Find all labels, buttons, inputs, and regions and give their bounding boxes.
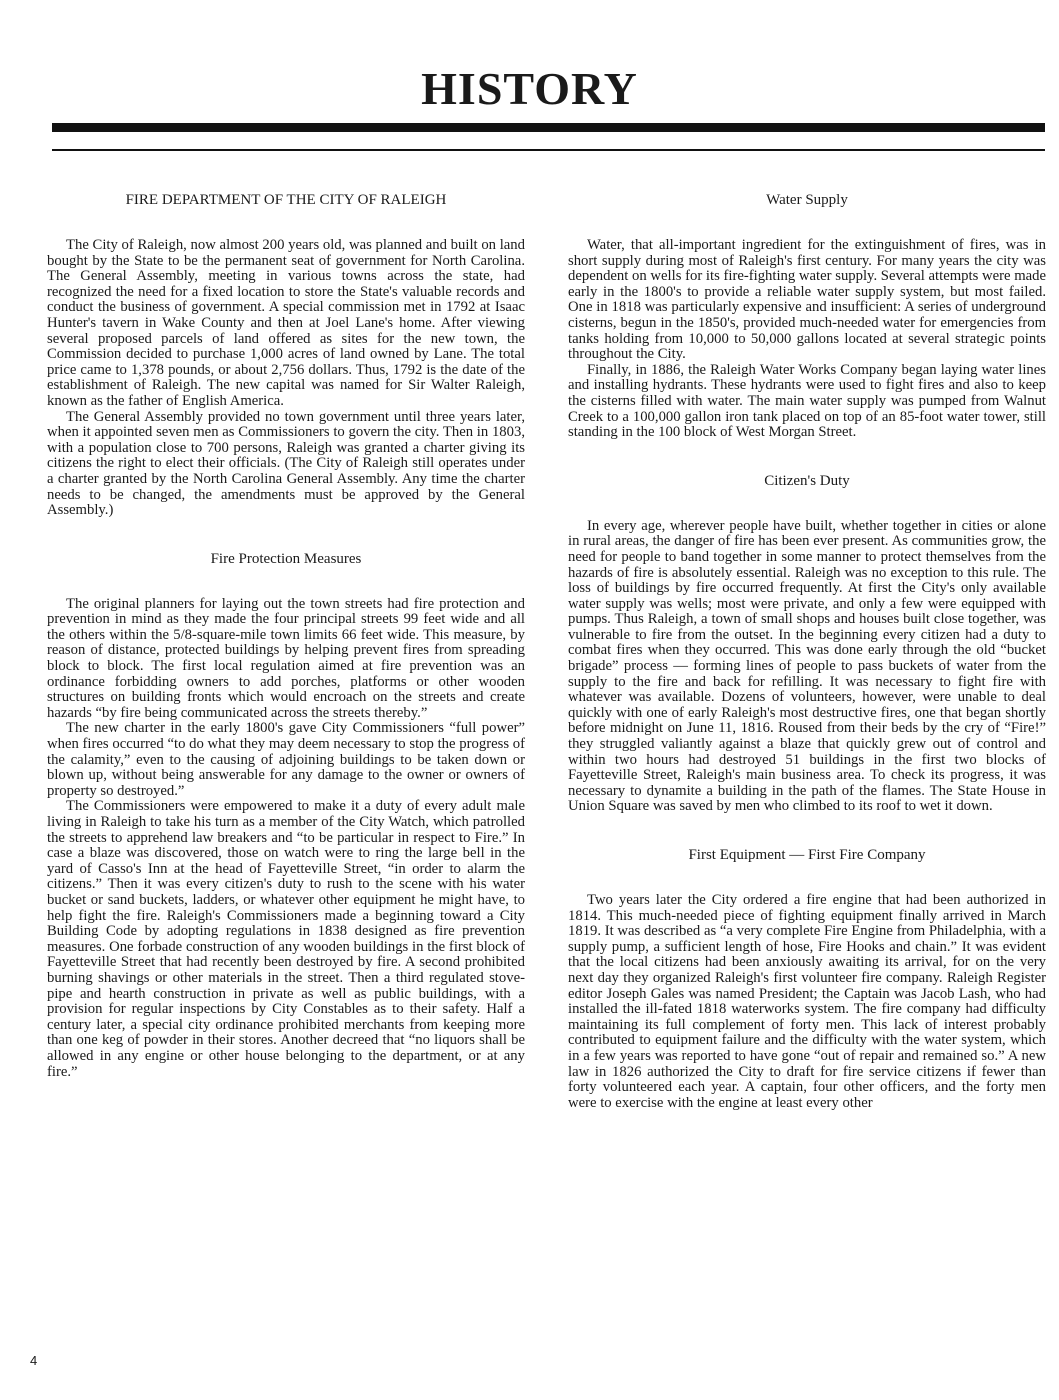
section-heading-water-supply: Water Supply <box>766 192 848 208</box>
section-heading-fire-protection: Fire Protection Measures <box>210 550 362 567</box>
header-rule-thick <box>52 123 1045 132</box>
page-title: HISTORY <box>421 63 638 114</box>
page-number: 4 <box>30 1353 38 1368</box>
paragraph: The City of Raleigh, now almost 200 years old, was planned and built on land bought by the State to be the permanent seat of government for North Carolina. The General Assembly, meeting in various towns across the state, had recognized the need for a fixed location to store the State's valuable records and conduct the business of government. A special commission met in 1792 at Isaac Hunter's tavern in Wake County and then at Joel Lane's home. After viewing several proposed parcels of land offered as sites for the new town, the Commission decided to purchase 1,000 acres of land owned by Lane. The total price came to 1,378 pounds, or about 2,756 dollars. Thus, 1792 is the date of the establishment of Raleigh. The new capital was named for Sir Walter Raleigh, known as the father of English America. <box>47 237 525 409</box>
paragraph: The Commissioners were empowered to make it a duty of every adult male living in Raleigh to take his turn as a member of the City Watch, which patrolled the streets to apprehend law breakers and “to be particular in respect to Fire.” In case a blaze was discovered, those on watch were to ring the large bell in the yard of Casso's Inn at the head of Fayetteville Street, “in order to alarm the citizens.” Then it was every citizen's duty to rush to the scene with his water bucket or sand buckets, ladders, or whatever other equipment he might have, to help fight the fire. Raleigh's Commissioners made a beginning toward a City Building Code by adopting regulations in 1838 designed as fire prevention measures. One forbade construction of any wooden buildings in the first block of Fayetteville Street that had recently been destroyed by fire. A second prohibited burning shavings or other materials in the street. Then a third regulated stove-pipe and hearth construction in private as well as public buildings, with a provision for regular inspections by City Constables as to their safety. Half a century later, a special city ordinance prohibited merchants from keeping more than one keg of powder in their stores. Another decreed that “no liquors shall be allowed in any engine or other house belonging to the department, or at any fire.” <box>47 798 525 1080</box>
right-column <box>568 190 1046 1111</box>
paragraph: Water, that all-important ingredient for the extinguishment of fires, was in short supply during most of Raleigh's first century. For many years the city was dependent on wells for its fire-fighting water supply. Several attempts were made early in the 1800's to provide a reliable water supply system, but most failed. One in 1818 was particularly expensive and insufficient: A series of underground cisterns, begun in the 1850's, provided much-needed water for emergencies from tanks holding from 10,000 to 50,000 gallons located at several strategic points throughout the City. <box>568 237 1046 363</box>
section-heading-first-equipment: First Equipment — First Fire Company <box>688 847 926 863</box>
paragraph: The original planners for laying out the town streets had fire protection and prevention in mind as they made the four principal streets 99 feet wide and all the others within the 5/8-square-mile town limits 66 feet wide. This measure, by reason of distance, protected buildings by helping prevent fires from spreading block to block. The first local regulation aimed at fire prevention was an ordinance forbidding owners to add porches, platforms or other wooden structures on building fronts which would encroach on the streets and create hazards “by fire being communicated across the streets thereby.” <box>47 595 525 721</box>
paragraph: Two years later the City ordered a fire engine that had been authorized in 1814. This much-needed piece of fighting equipment finally arrived in March 1819. It was described as “a very complete Fire Engine from Philadelphia, with a supply pump, a sufficient length of hose, Fire Hooks and chain.” It was evident that the local citizens had been anxiously awaiting its arrival, for on the very next day they organized Raleigh's first volunteer fire company. Raleigh Register editor Joseph Gales was named President; the Captain was Jacob Lash, who had installed the ill-fated 1818 waterworks system. The fire company had difficulty maintaining its full complement of forty men. This lack of interest probably contributed to equipment failure and the difficulty with the water system, which in a few years was reported to have gone “out of repair and remained so.” A new law in 1826 authorized the City to draft for fire service citizens if fewer than forty volunteered each year. A captain, four other officers, and the forty men were to exercise with the engine at least every other <box>568 892 1046 1111</box>
left-column <box>47 190 525 1080</box>
section-heading-citizens-duty: Citizen's Duty <box>764 472 850 489</box>
paragraph: The General Assembly provided no town government until three years later, when it appointed seven men as Commissioners to govern the city. Then in 1803, with a population close to 700 persons, Raleigh was granted a charter giving its citizens the right to elect their officials. (The City of Raleigh still operates under a charter granted by the North Carolina General Assembly. Any time the charter needs to be changed, the amendments must be approved by the General Assembly.) <box>47 408 525 519</box>
paragraph: In every age, wherever people have built, whether together in cities or alone in rural areas, the danger of fire has been ever present. As communities grow, the need for people to band together in some manner to protect themselves from the hazards of fire is absolutely essential. Raleigh was no exception to this rule. The loss of buildings by fire occurred frequently. At first the City's only available water supply was wells; most were private, and only a few were equipped with pumps. Thus Raleigh, a town of small shops and houses built close together, was vulnerable to fire from the outset. In the beginning every citizen had a duty to combat fires when they occurred. This was done early through the old “bucket brigade” process — forming lines of people to pass buckets of water from the supply to the fire and back for refilling. It was necessary to fight fire with whatever was available. Dozens of volunteers, however, were unable to deal quickly with one of early Raleigh's most destructive fires, one that began shortly before midnight on June 11, 1816. Roused from their beds by the cry of “Fire!” they struggled valiantly against a blaze that quickly grew out of control and within two hours had destroyed 51 buildings in the first two blocks of Fayetteville Street, Raleigh's main business area. To check its progress, it was necessary to dynamite a building in the path of the flames. The State House in Union Square was saved by men who climbed to its roof to wet it down. <box>568 517 1046 815</box>
header-rule-thin <box>52 149 1045 151</box>
section-heading-fire-department: FIRE DEPARTMENT OF THE CITY OF RALEIGH <box>125 192 447 208</box>
paragraph: The new charter in the early 1800's gave City Commissioners “full power” when fires occurred “to do what they may deem necessary to stop the progress of the calamity,” even to the causing of adjoining buildings to be taken down or blown up, without being answerable for any damage to the owner or owners of property so destroyed.” <box>47 720 525 799</box>
paragraph: Finally, in 1886, the Raleigh Water Works Company began laying water lines and installing hydrants. These hydrants were used to fight fires and also to keep the cisterns filled with water. The main water supply was pumped from Walnut Creek to a 100,000 gallon iron tank placed on top of an 85-foot water tower, still standing in the 100 block of West Morgan Street. <box>568 361 1046 441</box>
